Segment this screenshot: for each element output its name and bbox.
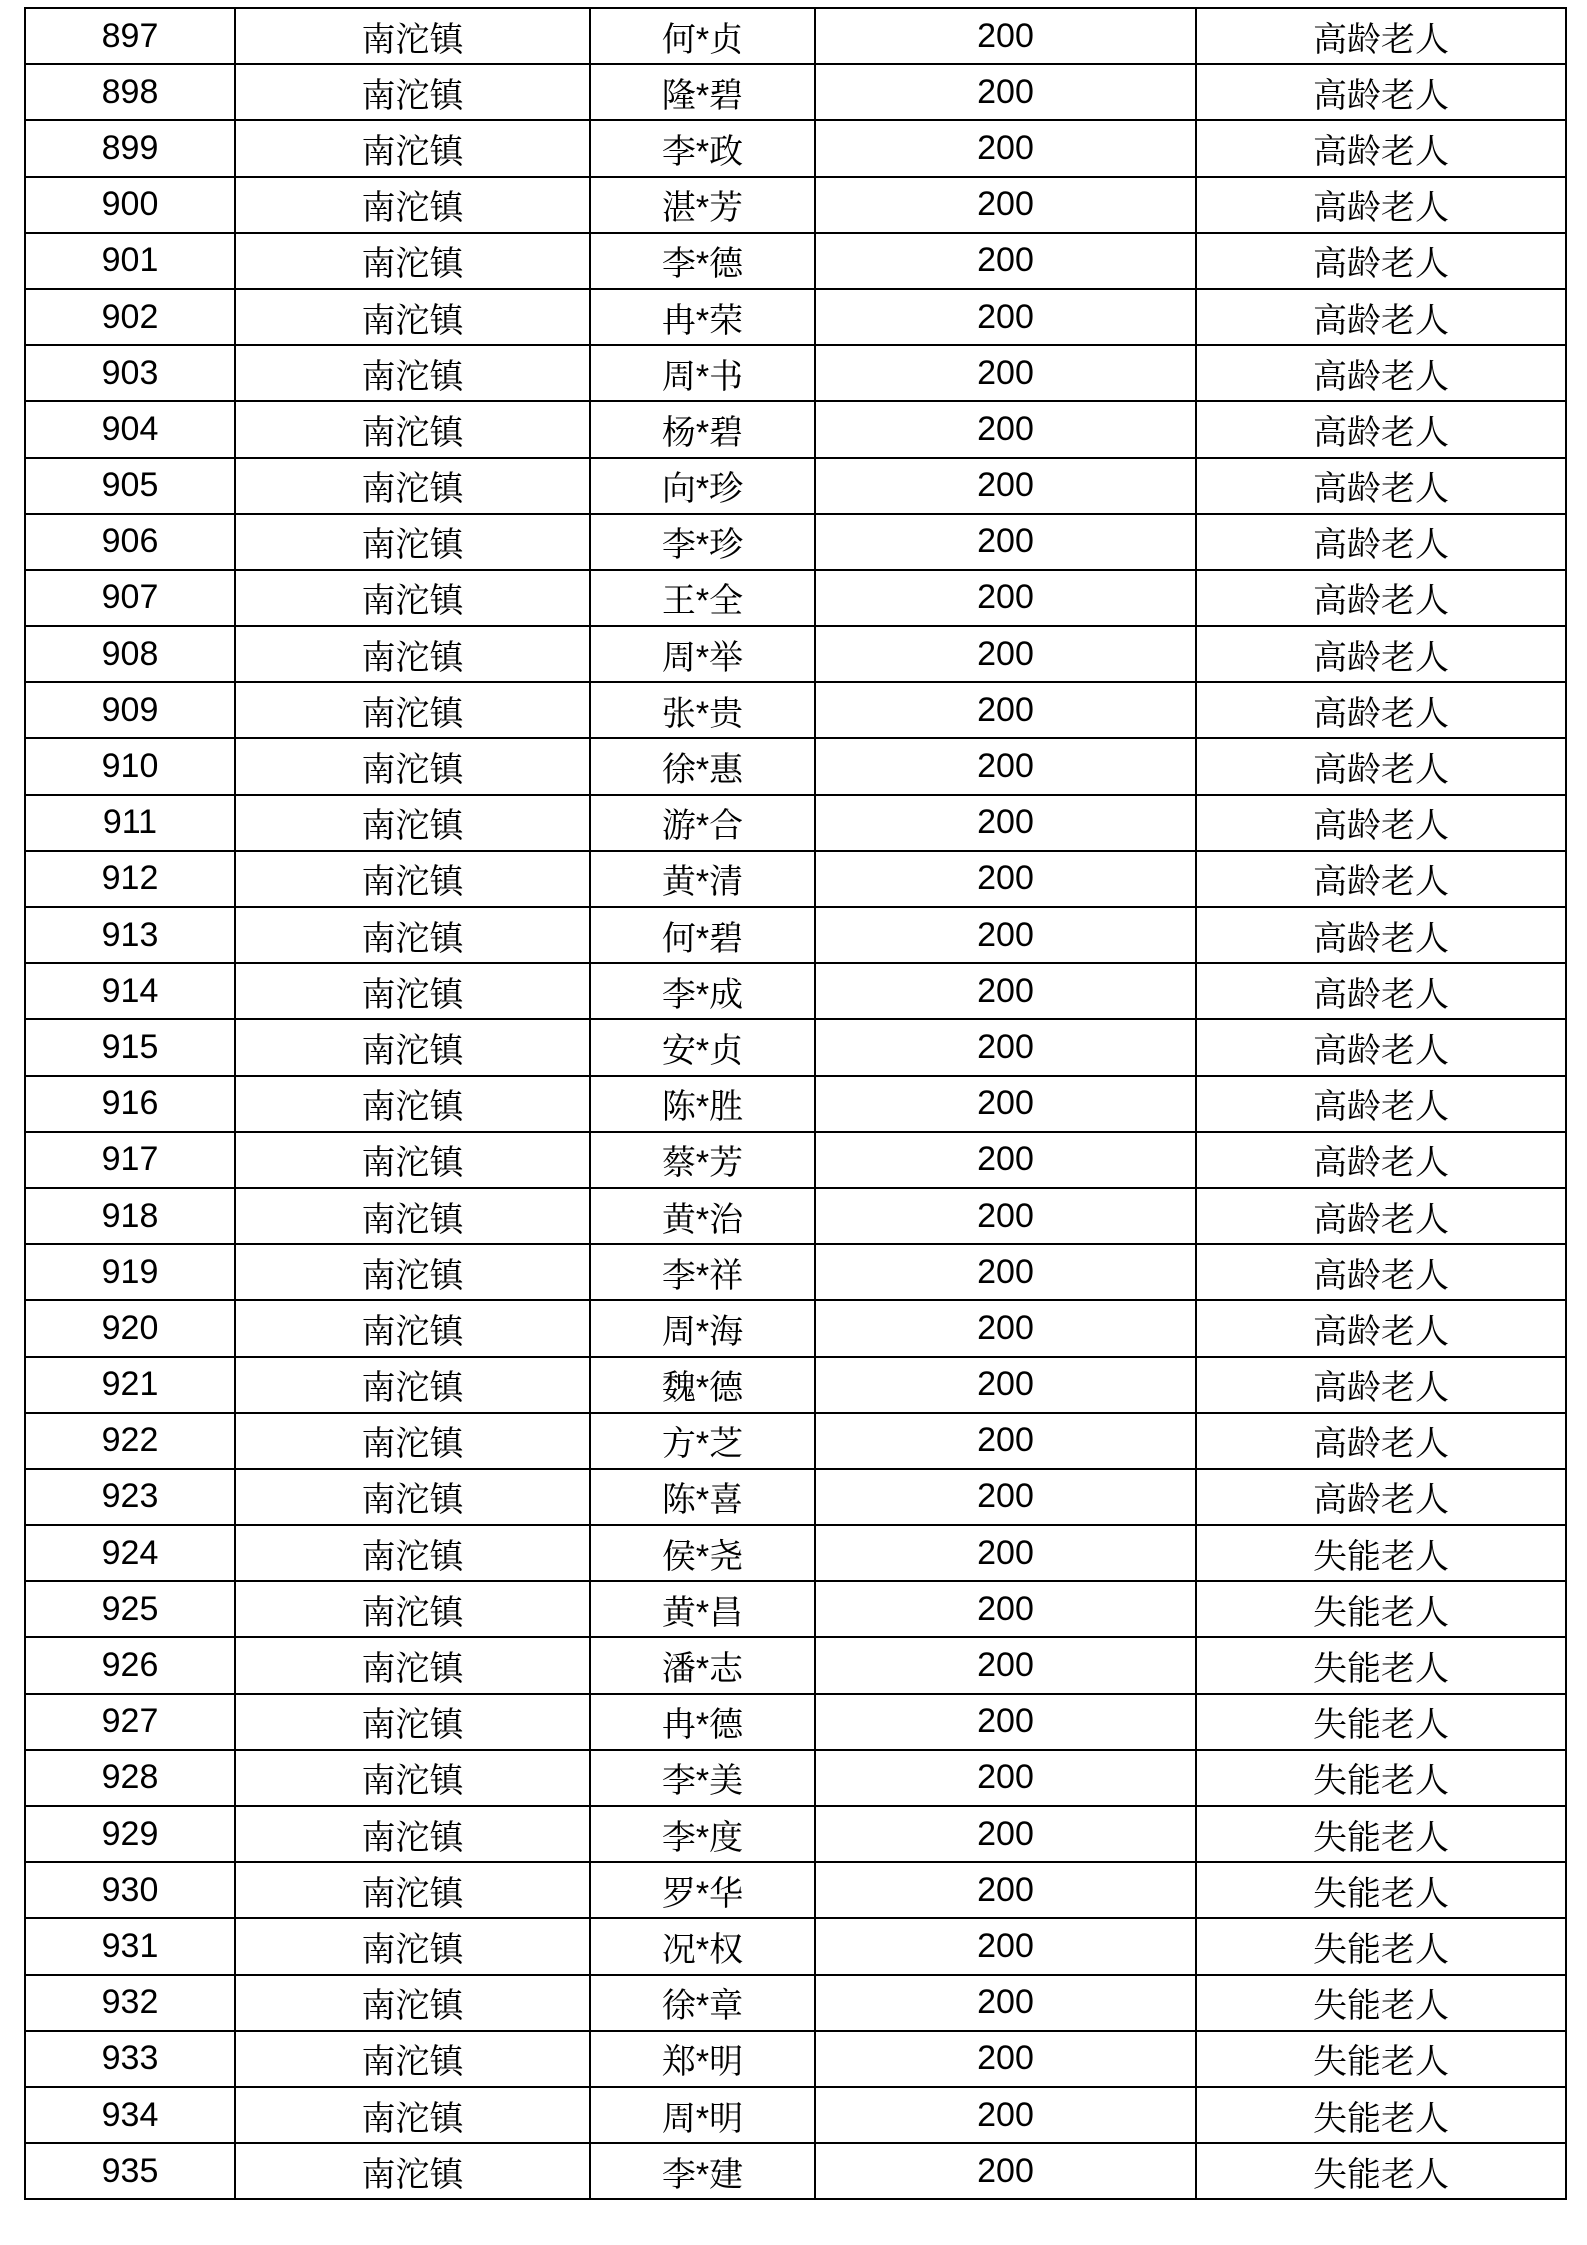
serial-number-cell: 917 — [25, 1132, 235, 1188]
amount-cell: 200 — [815, 1300, 1196, 1356]
serial-number-cell: 929 — [25, 1806, 235, 1862]
amount-cell: 200 — [815, 1244, 1196, 1300]
serial-number-cell: 918 — [25, 1188, 235, 1244]
serial-number-cell: 900 — [25, 177, 235, 233]
serial-number-cell: 897 — [25, 8, 235, 64]
table-row — [25, 1862, 1566, 1918]
masked-name-cell: 李*德 — [590, 233, 815, 289]
serial-number-cell: 916 — [25, 1076, 235, 1132]
masked-name-cell: 李*美 — [590, 1750, 815, 1806]
amount-cell: 200 — [815, 1637, 1196, 1693]
amount-cell: 200 — [815, 570, 1196, 626]
masked-name-cell: 周*海 — [590, 1300, 815, 1356]
masked-name-cell: 冉*荣 — [590, 289, 815, 345]
serial-number-cell: 913 — [25, 907, 235, 963]
town-cell: 南沱镇 — [235, 1750, 590, 1806]
amount-cell: 200 — [815, 682, 1196, 738]
town-cell: 南沱镇 — [235, 907, 590, 963]
table-row — [25, 1469, 1566, 1525]
town-cell: 南沱镇 — [235, 401, 590, 457]
town-cell: 南沱镇 — [235, 570, 590, 626]
table-row — [25, 401, 1566, 457]
serial-number-cell: 908 — [25, 626, 235, 682]
serial-number-cell: 906 — [25, 514, 235, 570]
amount-cell: 200 — [815, 345, 1196, 401]
masked-name-cell: 陈*胜 — [590, 1076, 815, 1132]
amount-cell: 200 — [815, 907, 1196, 963]
table-row — [25, 2143, 1566, 2199]
amount-cell: 200 — [815, 2143, 1196, 2199]
serial-number-cell: 920 — [25, 1300, 235, 1356]
table-row — [25, 1244, 1566, 1300]
masked-name-cell: 黄*治 — [590, 1188, 815, 1244]
category-cell: 失能老人 — [1196, 1750, 1566, 1806]
masked-name-cell: 周*明 — [590, 2087, 815, 2143]
town-cell: 南沱镇 — [235, 458, 590, 514]
table-row — [25, 1076, 1566, 1132]
table-row — [25, 1300, 1566, 1356]
serial-number-cell: 928 — [25, 1750, 235, 1806]
category-cell: 高龄老人 — [1196, 289, 1566, 345]
serial-number-cell: 912 — [25, 851, 235, 907]
town-cell: 南沱镇 — [235, 1975, 590, 2031]
masked-name-cell: 徐*惠 — [590, 738, 815, 794]
amount-cell: 200 — [815, 1076, 1196, 1132]
category-cell: 高龄老人 — [1196, 1019, 1566, 1075]
serial-number-cell: 922 — [25, 1413, 235, 1469]
amount-cell: 200 — [815, 1525, 1196, 1581]
masked-name-cell: 李*度 — [590, 1806, 815, 1862]
serial-number-cell: 931 — [25, 1918, 235, 1974]
table-row — [25, 345, 1566, 401]
category-cell: 高龄老人 — [1196, 1132, 1566, 1188]
town-cell: 南沱镇 — [235, 1637, 590, 1693]
masked-name-cell: 徐*章 — [590, 1975, 815, 2031]
category-cell: 高龄老人 — [1196, 1300, 1566, 1356]
amount-cell: 200 — [815, 401, 1196, 457]
masked-name-cell: 陈*喜 — [590, 1469, 815, 1525]
serial-number-cell: 904 — [25, 401, 235, 457]
masked-name-cell: 侯*尧 — [590, 1525, 815, 1581]
category-cell: 高龄老人 — [1196, 682, 1566, 738]
table-row — [25, 851, 1566, 907]
table-row — [25, 8, 1566, 64]
category-cell: 失能老人 — [1196, 1581, 1566, 1637]
table-row — [25, 1525, 1566, 1581]
category-cell: 高龄老人 — [1196, 177, 1566, 233]
table-row — [25, 1637, 1566, 1693]
amount-cell: 200 — [815, 2087, 1196, 2143]
serial-number-cell: 901 — [25, 233, 235, 289]
category-cell: 高龄老人 — [1196, 514, 1566, 570]
category-cell: 失能老人 — [1196, 1862, 1566, 1918]
category-cell: 高龄老人 — [1196, 1469, 1566, 1525]
category-cell: 失能老人 — [1196, 1918, 1566, 1974]
masked-name-cell: 李*祥 — [590, 1244, 815, 1300]
amount-cell: 200 — [815, 120, 1196, 176]
serial-number-cell: 899 — [25, 120, 235, 176]
town-cell: 南沱镇 — [235, 738, 590, 794]
table-row — [25, 1918, 1566, 1974]
masked-name-cell: 冉*德 — [590, 1694, 815, 1750]
table-row — [25, 1132, 1566, 1188]
amount-cell: 200 — [815, 1694, 1196, 1750]
category-cell: 高龄老人 — [1196, 907, 1566, 963]
serial-number-cell: 909 — [25, 682, 235, 738]
town-cell: 南沱镇 — [235, 1132, 590, 1188]
serial-number-cell: 926 — [25, 1637, 235, 1693]
amount-cell: 200 — [815, 1132, 1196, 1188]
amount-cell: 200 — [815, 8, 1196, 64]
table-row — [25, 177, 1566, 233]
category-cell: 高龄老人 — [1196, 401, 1566, 457]
town-cell: 南沱镇 — [235, 345, 590, 401]
town-cell: 南沱镇 — [235, 1918, 590, 1974]
town-cell: 南沱镇 — [235, 1188, 590, 1244]
masked-name-cell: 蔡*芳 — [590, 1132, 815, 1188]
town-cell: 南沱镇 — [235, 1413, 590, 1469]
serial-number-cell: 907 — [25, 570, 235, 626]
amount-cell: 200 — [815, 1918, 1196, 1974]
amount-cell: 200 — [815, 963, 1196, 1019]
category-cell: 高龄老人 — [1196, 1244, 1566, 1300]
town-cell: 南沱镇 — [235, 963, 590, 1019]
serial-number-cell: 925 — [25, 1581, 235, 1637]
masked-name-cell: 周*举 — [590, 626, 815, 682]
town-cell: 南沱镇 — [235, 1244, 590, 1300]
serial-number-cell: 934 — [25, 2087, 235, 2143]
town-cell: 南沱镇 — [235, 1076, 590, 1132]
town-cell: 南沱镇 — [235, 1694, 590, 1750]
table-row — [25, 2031, 1566, 2087]
masked-name-cell: 李*政 — [590, 120, 815, 176]
category-cell: 高龄老人 — [1196, 1357, 1566, 1413]
serial-number-cell: 903 — [25, 345, 235, 401]
town-cell: 南沱镇 — [235, 64, 590, 120]
town-cell: 南沱镇 — [235, 1300, 590, 1356]
table-row — [25, 120, 1566, 176]
masked-name-cell: 游*合 — [590, 795, 815, 851]
town-cell: 南沱镇 — [235, 2143, 590, 2199]
table-row — [25, 963, 1566, 1019]
serial-number-cell: 911 — [25, 795, 235, 851]
town-cell: 南沱镇 — [235, 514, 590, 570]
town-cell: 南沱镇 — [235, 2031, 590, 2087]
table-row — [25, 64, 1566, 120]
masked-name-cell: 郑*明 — [590, 2031, 815, 2087]
serial-number-cell: 919 — [25, 1244, 235, 1300]
masked-name-cell: 魏*德 — [590, 1357, 815, 1413]
category-cell: 失能老人 — [1196, 1806, 1566, 1862]
serial-number-cell: 905 — [25, 458, 235, 514]
town-cell: 南沱镇 — [235, 120, 590, 176]
masked-name-cell: 向*珍 — [590, 458, 815, 514]
masked-name-cell: 张*贵 — [590, 682, 815, 738]
serial-number-cell: 898 — [25, 64, 235, 120]
table-row — [25, 907, 1566, 963]
masked-name-cell: 杨*碧 — [590, 401, 815, 457]
amount-cell: 200 — [815, 1975, 1196, 2031]
category-cell: 失能老人 — [1196, 1525, 1566, 1581]
serial-number-cell: 935 — [25, 2143, 235, 2199]
category-cell: 高龄老人 — [1196, 120, 1566, 176]
table-row — [25, 738, 1566, 794]
amount-cell: 200 — [815, 233, 1196, 289]
table-row — [25, 570, 1566, 626]
table-row — [25, 1806, 1566, 1862]
serial-number-cell: 933 — [25, 2031, 235, 2087]
amount-cell: 200 — [815, 626, 1196, 682]
amount-cell: 200 — [815, 795, 1196, 851]
amount-cell: 200 — [815, 64, 1196, 120]
table-row — [25, 514, 1566, 570]
masked-name-cell: 周*书 — [590, 345, 815, 401]
category-cell: 高龄老人 — [1196, 851, 1566, 907]
table-row — [25, 233, 1566, 289]
table-row — [25, 1357, 1566, 1413]
table-row — [25, 1019, 1566, 1075]
table-row — [25, 458, 1566, 514]
amount-cell: 200 — [815, 1581, 1196, 1637]
town-cell: 南沱镇 — [235, 1469, 590, 1525]
serial-number-cell: 924 — [25, 1525, 235, 1581]
town-cell: 南沱镇 — [235, 1862, 590, 1918]
category-cell: 高龄老人 — [1196, 1076, 1566, 1132]
table-row — [25, 1694, 1566, 1750]
amount-cell: 200 — [815, 1750, 1196, 1806]
category-cell: 高龄老人 — [1196, 233, 1566, 289]
category-cell: 高龄老人 — [1196, 626, 1566, 682]
category-cell: 高龄老人 — [1196, 458, 1566, 514]
serial-number-cell: 915 — [25, 1019, 235, 1075]
records-table-body — [25, 8, 1566, 2199]
amount-cell: 200 — [815, 738, 1196, 794]
serial-number-cell: 932 — [25, 1975, 235, 2031]
town-cell: 南沱镇 — [235, 1806, 590, 1862]
table-row — [25, 795, 1566, 851]
town-cell: 南沱镇 — [235, 851, 590, 907]
serial-number-cell: 921 — [25, 1357, 235, 1413]
amount-cell: 200 — [815, 177, 1196, 233]
amount-cell: 200 — [815, 1188, 1196, 1244]
table-row — [25, 289, 1566, 345]
town-cell: 南沱镇 — [235, 233, 590, 289]
category-cell: 失能老人 — [1196, 2087, 1566, 2143]
masked-name-cell: 黄*清 — [590, 851, 815, 907]
category-cell: 高龄老人 — [1196, 345, 1566, 401]
table-row — [25, 626, 1566, 682]
amount-cell: 200 — [815, 2031, 1196, 2087]
town-cell: 南沱镇 — [235, 1581, 590, 1637]
category-cell: 高龄老人 — [1196, 738, 1566, 794]
category-cell: 高龄老人 — [1196, 1188, 1566, 1244]
category-cell: 高龄老人 — [1196, 8, 1566, 64]
category-cell: 失能老人 — [1196, 1637, 1566, 1693]
amount-cell: 200 — [815, 1019, 1196, 1075]
masked-name-cell: 方*芝 — [590, 1413, 815, 1469]
masked-name-cell: 况*权 — [590, 1918, 815, 1974]
category-cell: 高龄老人 — [1196, 963, 1566, 1019]
category-cell: 失能老人 — [1196, 1975, 1566, 2031]
masked-name-cell: 何*贞 — [590, 8, 815, 64]
serial-number-cell: 930 — [25, 1862, 235, 1918]
masked-name-cell: 隆*碧 — [590, 64, 815, 120]
town-cell: 南沱镇 — [235, 626, 590, 682]
records-table — [24, 7, 1567, 2200]
table-row — [25, 2087, 1566, 2143]
amount-cell: 200 — [815, 1357, 1196, 1413]
town-cell: 南沱镇 — [235, 682, 590, 738]
masked-name-cell: 何*碧 — [590, 907, 815, 963]
masked-name-cell: 李*珍 — [590, 514, 815, 570]
town-cell: 南沱镇 — [235, 289, 590, 345]
serial-number-cell: 927 — [25, 1694, 235, 1750]
table-row — [25, 1750, 1566, 1806]
amount-cell: 200 — [815, 458, 1196, 514]
serial-number-cell: 902 — [25, 289, 235, 345]
town-cell: 南沱镇 — [235, 795, 590, 851]
amount-cell: 200 — [815, 1806, 1196, 1862]
town-cell: 南沱镇 — [235, 1525, 590, 1581]
amount-cell: 200 — [815, 289, 1196, 345]
table-row — [25, 1188, 1566, 1244]
serial-number-cell: 923 — [25, 1469, 235, 1525]
category-cell: 失能老人 — [1196, 1694, 1566, 1750]
category-cell: 高龄老人 — [1196, 795, 1566, 851]
table-row — [25, 1581, 1566, 1637]
masked-name-cell: 安*贞 — [590, 1019, 815, 1075]
category-cell: 高龄老人 — [1196, 1413, 1566, 1469]
category-cell: 失能老人 — [1196, 2143, 1566, 2199]
masked-name-cell: 黄*昌 — [590, 1581, 815, 1637]
masked-name-cell: 湛*芳 — [590, 177, 815, 233]
category-cell: 失能老人 — [1196, 2031, 1566, 2087]
town-cell: 南沱镇 — [235, 1357, 590, 1413]
category-cell: 高龄老人 — [1196, 570, 1566, 626]
masked-name-cell: 罗*华 — [590, 1862, 815, 1918]
amount-cell: 200 — [815, 1862, 1196, 1918]
amount-cell: 200 — [815, 851, 1196, 907]
table-row — [25, 682, 1566, 738]
amount-cell: 200 — [815, 1469, 1196, 1525]
masked-name-cell: 李*建 — [590, 2143, 815, 2199]
amount-cell: 200 — [815, 514, 1196, 570]
category-cell: 高龄老人 — [1196, 64, 1566, 120]
masked-name-cell: 王*全 — [590, 570, 815, 626]
amount-cell: 200 — [815, 1413, 1196, 1469]
masked-name-cell: 李*成 — [590, 963, 815, 1019]
serial-number-cell: 910 — [25, 738, 235, 794]
masked-name-cell: 潘*志 — [590, 1637, 815, 1693]
town-cell: 南沱镇 — [235, 1019, 590, 1075]
town-cell: 南沱镇 — [235, 8, 590, 64]
table-row — [25, 1413, 1566, 1469]
table-row — [25, 1975, 1566, 2031]
town-cell: 南沱镇 — [235, 177, 590, 233]
town-cell: 南沱镇 — [235, 2087, 590, 2143]
serial-number-cell: 914 — [25, 963, 235, 1019]
